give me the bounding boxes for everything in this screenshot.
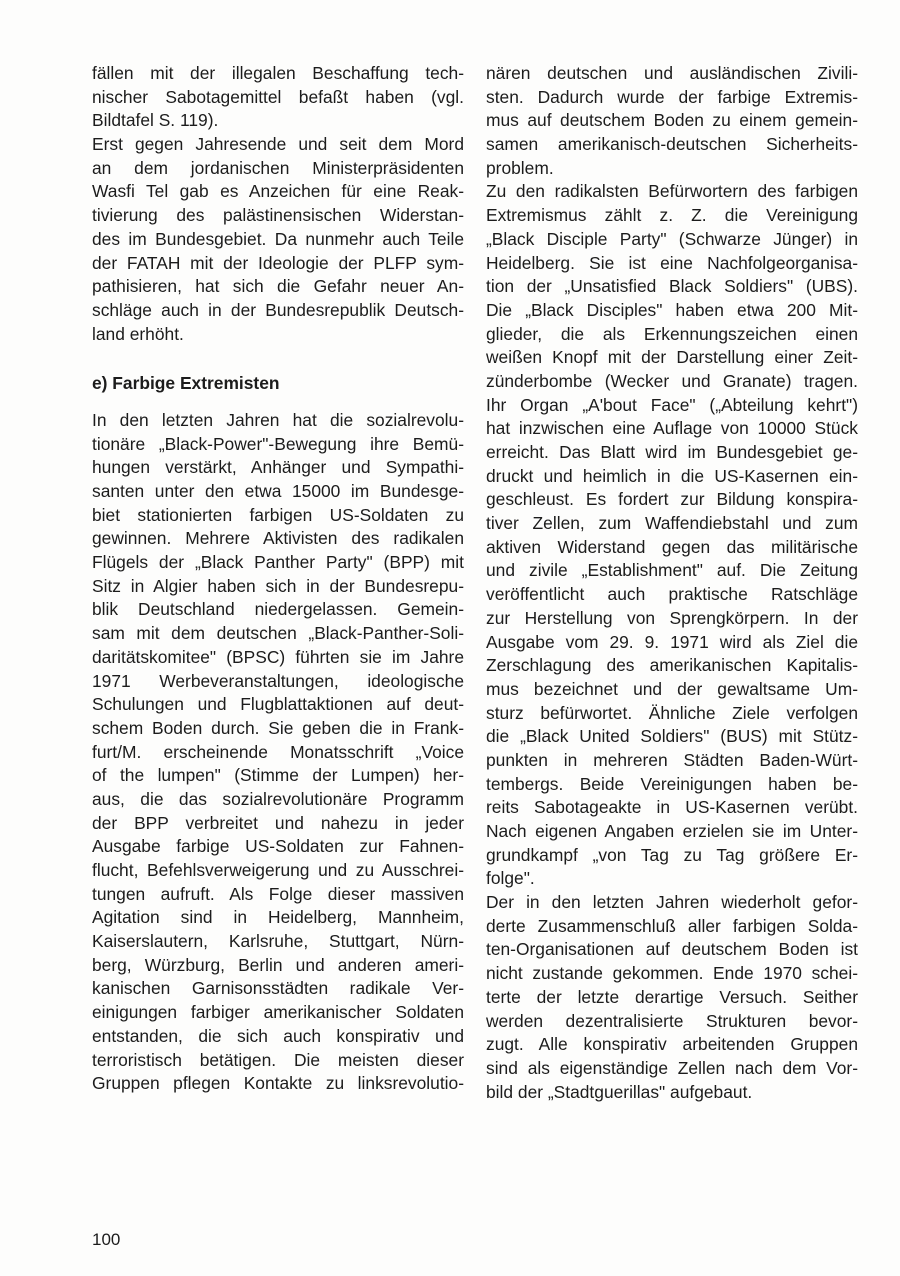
text-line: Kaiserslautern, Karlsruhe, Stuttgart, Nürn- [92,931,464,952]
text-line: sam mit dem deutschen „Black-Panther-Soli- [92,623,464,644]
text-line: und zivile „Establishment" auf. Die Zeitung [486,560,858,581]
text-line: zünderbombe (Wecker und Granate) tragen. [486,370,858,391]
text-line: Zerschlagung des amerikanischen Kapitalis- [486,655,858,676]
text-line: schläge auch in der Bundesrepublik Deutsch- [92,299,464,320]
text-line: Sitz in Algier haben sich in der Bundesrepu- [92,575,464,596]
text-line: der FATAH mit der Ideologie der PLFP sym- [92,252,464,273]
text-line: tungen aufruft. Als Folge dieser massiven [92,883,464,904]
paragraph [486,62,858,180]
text-line: reits Sabotageakte in US-Kasernen verübt. [486,797,858,818]
left-column [92,62,464,1096]
text-line: veröffentlicht auch praktische Ratschläge [486,584,858,605]
paragraph [486,180,858,891]
text-line: tionäre „Black-Power"-Bewegung ihre Bemü- [92,433,464,454]
text-line: hungen verstärkt, Anhänger und Sympathi- [92,457,464,478]
text-line: flucht, Befehlsverweigerung und zu Ausschrei- [92,860,464,881]
text-line: der BPP verbreitet und nahezu in jeder [92,812,464,833]
text-line: In den letzten Jahren hat die sozialrevolu- [92,409,464,430]
text-line: biet stationierten farbigen US-Soldaten zu [92,504,464,525]
text-line: land erhöht. [92,323,184,344]
right-column [486,62,858,1104]
text-line: of the lumpen" (Stimme der Lumpen) her- [92,765,464,786]
text-line: ten-Organisationen auf deutschem Boden ist [486,939,858,960]
text-line: bild der „Stadtguerillas" aufgebaut. [486,1081,753,1102]
text-line: furt/M. erscheinende Monatsschrift „Voice [92,741,464,762]
paragraph [92,133,464,346]
text-line: druckt und heimlich in die US-Kasernen ein- [486,465,858,486]
text-line: Ausgabe farbige US-Soldaten zur Fahnen- [92,836,464,857]
text-line: die „Black United Soldiers" (BUS) mit Stütz- [486,726,858,747]
text-line: Ausgabe vom 29. 9. 1971 wird als Ziel die [486,631,858,652]
paragraph [92,62,464,133]
text-line: terte der letzte derartige Versuch. Seither [486,986,858,1007]
text-line: santen unter den etwa 15000 im Bundesge- [92,481,464,502]
text-line: hat inzwischen eine Auflage von 10000 Stück [486,418,858,439]
text-line: glieder, die als Erkennungszeichen einen [486,323,858,344]
text-line: Die „Black Disciples" haben etwa 200 Mit- [486,299,858,320]
section-heading: e) Farbige Extremisten [92,373,280,394]
text-line: „Black Disciple Party" (Schwarze Jünger) in [486,228,858,249]
text-line: problem. [486,157,554,178]
text-line: punkten in mehreren Städten Baden-Würt- [486,749,858,770]
text-line: berg, Würzburg, Berlin und anderen ameri- [92,954,464,975]
text-line: folge". [486,868,535,889]
text-line: daritätskomitee" (BPSC) führten sie im Jahre [92,646,464,667]
text-line: pathisieren, hat sich die Gefahr neuer An- [92,276,464,297]
text-line: sten. Dadurch wurde der farbige Extremis- [486,86,858,107]
text-line: weißen Knopf mit der Darstellung einer Zeit- [486,347,858,368]
text-line: erreicht. Das Blatt wird im Bundesgebiet ge- [486,442,858,462]
text-line: einigungen farbiger amerikanischer Soldaten [92,1002,464,1023]
text-line: Ihr Organ „A'bout Face" („Abteilung kehrt") [486,394,858,415]
paragraph [92,409,464,1096]
text-line: nicht zustande gekommen. Ende 1970 schei- [486,963,858,984]
text-line: Erst gegen Jahresende und seit dem Mord [92,134,464,155]
text-line: aus, die das sozialrevolutionäre Programm [92,788,464,809]
text-line: Gruppen pflegen Kontakte zu linksrevolutio- [92,1073,464,1094]
text-line: Heidelberg. Sie ist eine Nachfolgeorganisa- [486,252,858,273]
text-line: Wasfi Tel gab es Anzeichen für eine Reak- [92,181,464,202]
text-line: zur Herstellung von Sprengkörpern. In der [486,607,858,628]
text-line: tiver Zellen, zum Waffendiebstahl und zum [486,513,858,534]
text-line: blik Deutschland niedergelassen. Gemein- [92,599,464,620]
text-line: entstanden, die sich auch konspirativ und [92,1025,464,1046]
page-number: 100 [92,1230,121,1249]
text-line: zugt. Alle konspirativ arbeitenden Gruppen [486,1034,858,1055]
text-line: terroristisch betätigen. Die meisten dieser [92,1049,464,1070]
text-line: samen amerikanisch-deutschen Sicherheits- [486,134,858,155]
text-line: des im Bundesgebiet. Da nunmehr auch Teile [92,228,464,249]
paragraph [486,891,858,1104]
text-line: werden dezentralisierte Strukturen bevor- [486,1010,858,1031]
text-line: tembergs. Beide Vereinigungen haben be- [486,773,858,794]
text-line: mus bezeichnet und der gewaltsame Um- [486,678,858,699]
text-line: Zu den radikalsten Befürwortern des farbigen [486,181,858,202]
text-line: Schulungen und Flugblattaktionen auf deut- [92,694,464,715]
text-line: Nach eigenen Angaben erzielen sie im Unter- [486,821,858,841]
text-line: 1971 Werbeveranstaltungen, ideologische [92,670,464,691]
text-line: schem Boden durch. Sie geben die in Frank- [92,717,464,738]
text-line: geschleust. Es fordert zur Bildung konspira- [486,489,858,510]
text-line: fällen mit der illegalen Beschaffung tech- [92,63,464,83]
text-line: sind als eigenständige Zellen nach dem Vor- [486,1057,858,1078]
text-line: Extremismus zählt z. Z. die Vereinigung [486,205,858,226]
text-line: Bildtafel S. 119). [92,110,219,131]
text-line: Der in den letzten Jahren wiederholt gefor- [486,892,858,913]
text-line: Flügels der „Black Panther Party" (BPP) mit [92,552,464,573]
text-line: nären deutschen und ausländischen Zivili- [486,63,858,83]
text-line: aktiven Widerstand gegen das militärische [486,536,858,557]
text-line: sturz befürwortet. Ähnliche Ziele verfolgen [486,702,858,723]
text-line: mus auf deutschem Boden zu einem gemein- [486,110,858,131]
text-line: tion der „Unsatisfied Black Soldiers" (UBS). [486,276,858,297]
text-line: Agitation sind in Heidelberg, Mannheim, [92,907,464,928]
text-line: nischer Sabotagemittel befaßt haben (vgl. [92,86,464,107]
text-line: derte Zusammenschluß aller farbigen Solda- [486,915,858,936]
text-line: an dem jordanischen Ministerpräsidenten [92,157,464,178]
text-line: grundkampf „von Tag zu Tag größere Er- [486,844,858,865]
text-line: kanischen Garnisonsstädten radikale Ver- [92,978,464,999]
text-line: tivierung des palästinensischen Widerstan- [92,205,464,226]
text-line: gewinnen. Mehrere Aktivisten des radikalen [92,528,464,549]
